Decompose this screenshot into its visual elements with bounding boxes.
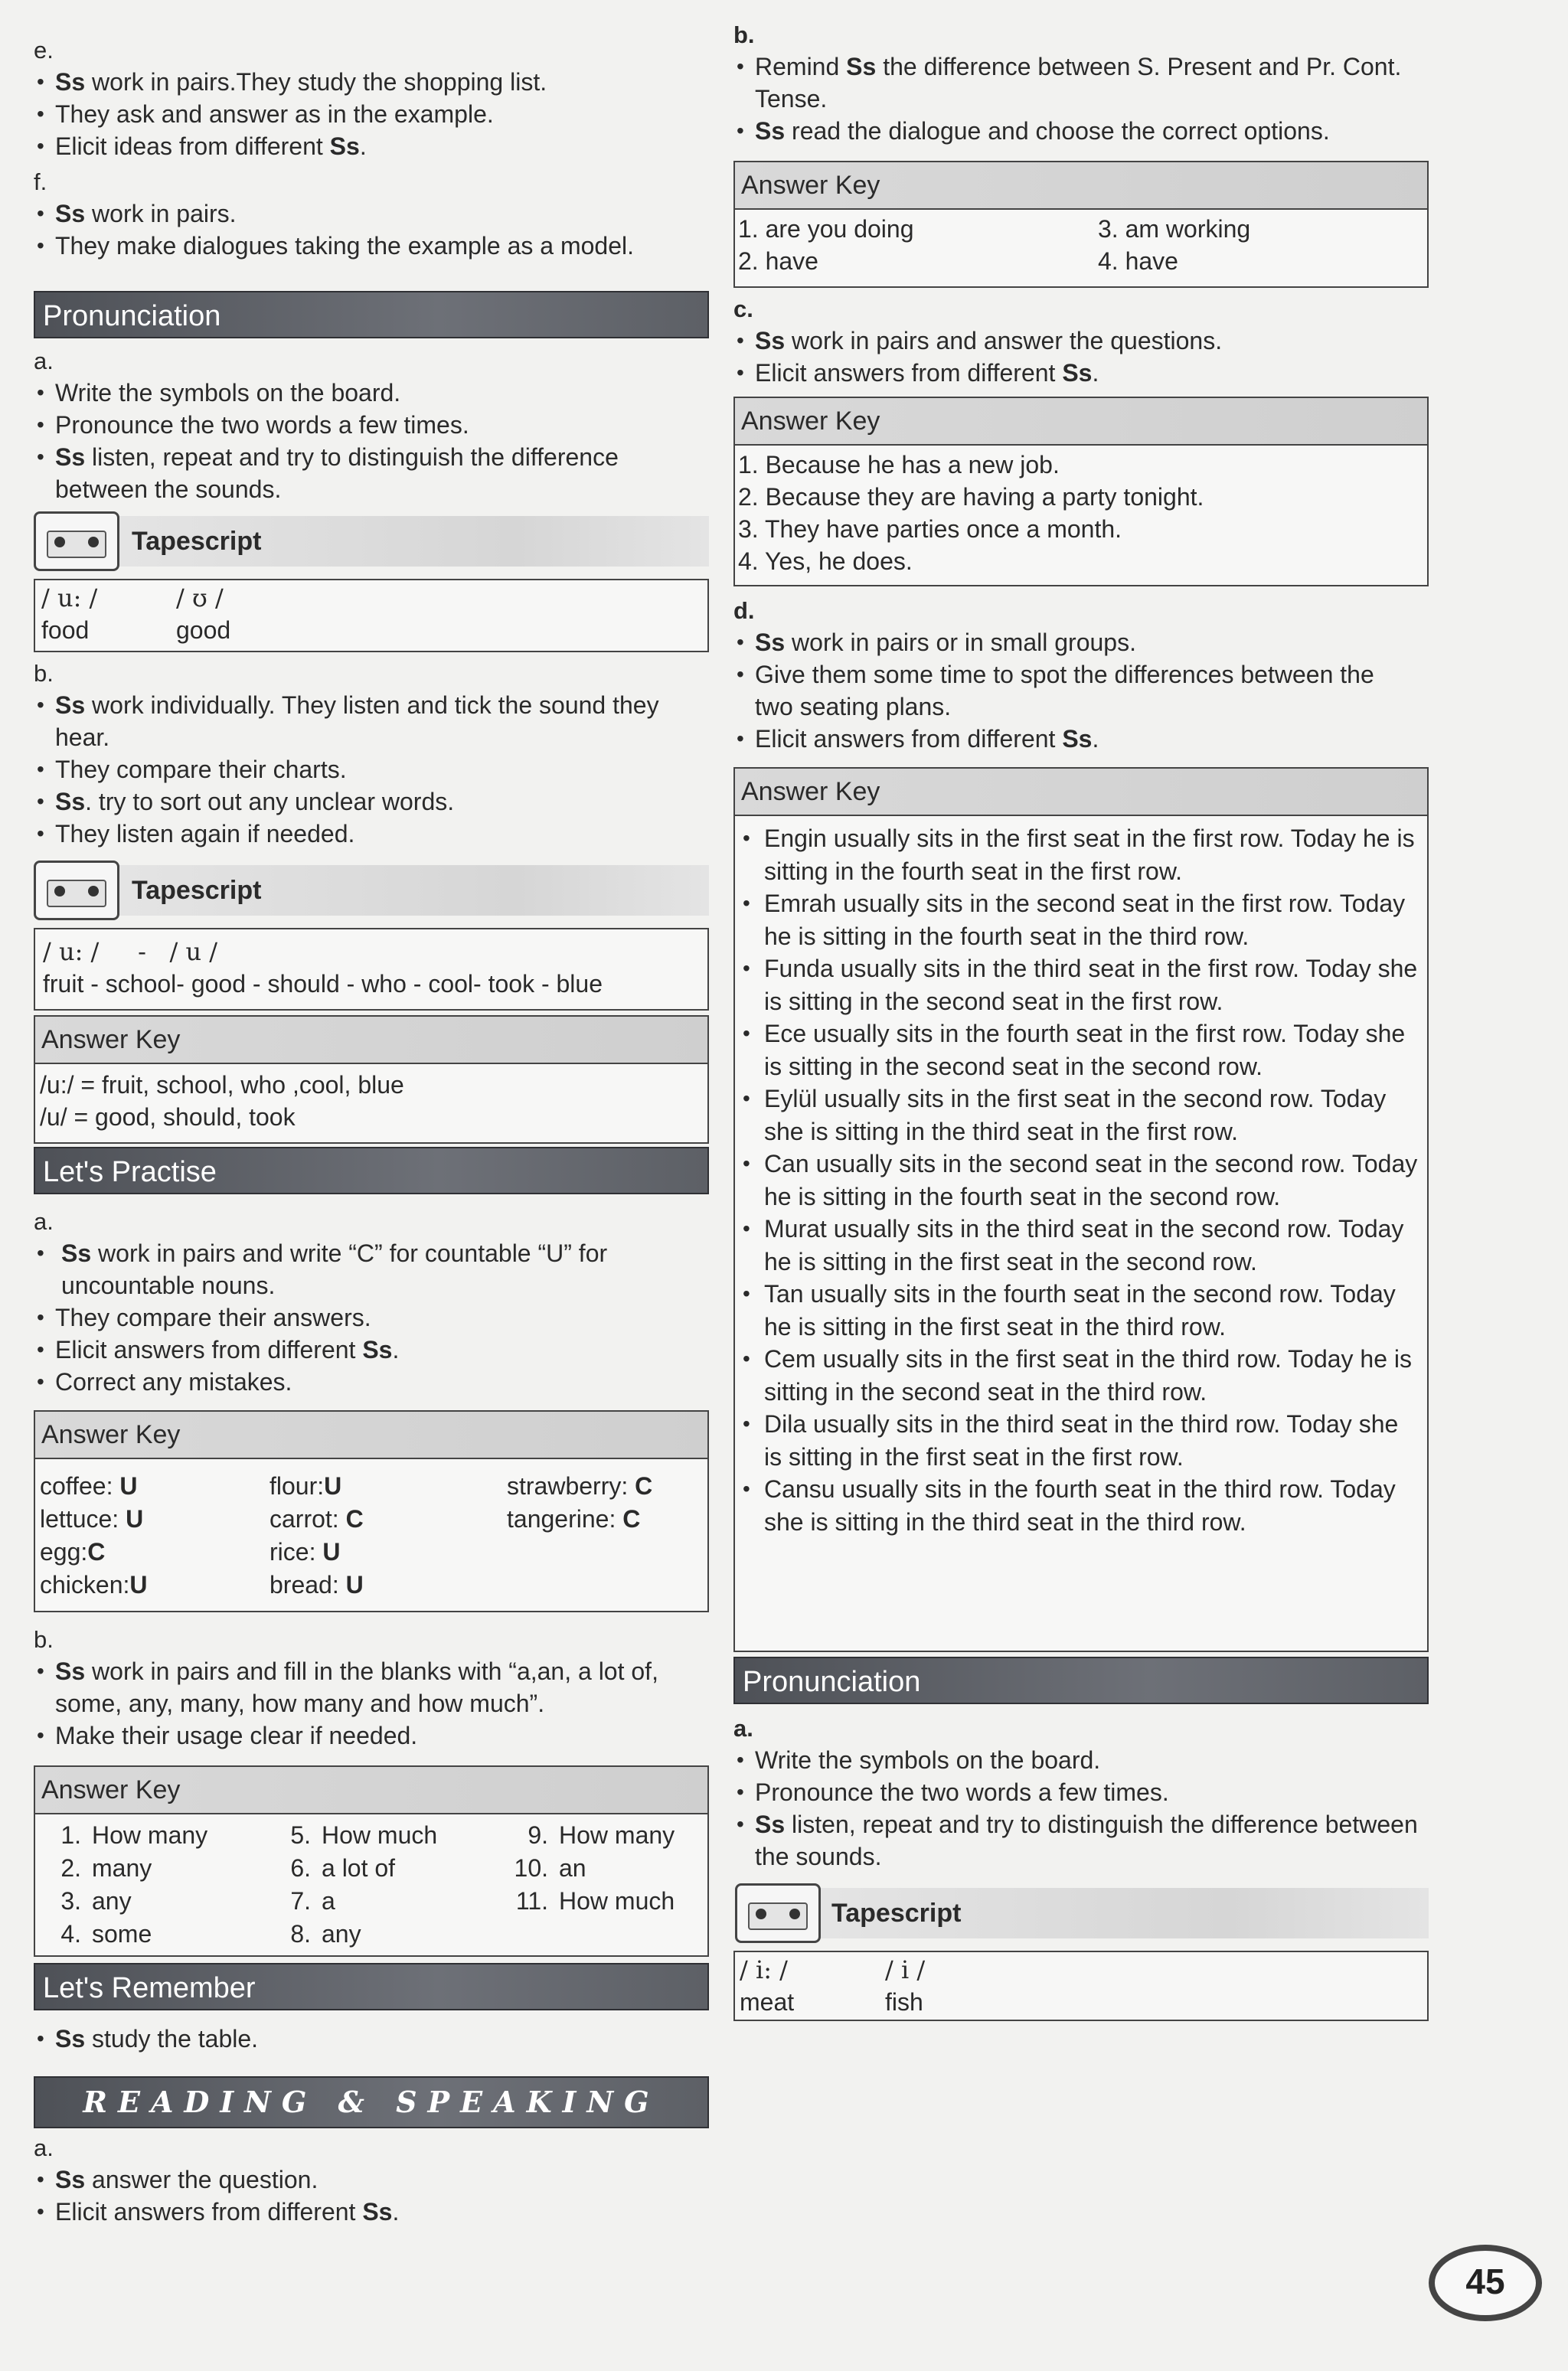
section-e	[34, 35, 709, 162]
letter-d: d.	[733, 597, 755, 624]
list-item: • Elicit ideas from different Ss.	[34, 130, 709, 162]
letter-a: a.	[34, 1208, 54, 1235]
list-item: • Ss work in pairs and fill in the blanks with “a,an, a lot of, some, any, many, how many and how much”.	[34, 1655, 709, 1719]
list-item: • Cem usually sits in the first seat in the third row. Today he is sitting in the second seat in the third row.	[740, 1343, 1423, 1408]
section-c	[733, 294, 1429, 389]
seating-answers	[740, 822, 1423, 1538]
noun-cell	[507, 1569, 703, 1602]
reading-a	[34, 2133, 709, 2228]
noun-cell: lettuce: U	[40, 1505, 144, 1533]
list-item: • Elicit answers from different Ss.	[733, 357, 1429, 389]
answer-cell: 7. a	[290, 1887, 335, 1915]
letter-c: c.	[733, 296, 753, 322]
list-item: • Ss work individually. They listen and tick the sound they hear.	[34, 689, 709, 753]
noun-cell: egg:C	[40, 1538, 106, 1566]
tapescript-header	[34, 861, 709, 922]
section-f	[34, 167, 709, 262]
answer-cell: 10. an	[514, 1854, 586, 1882]
reading-speaking-header: READING & SPEAKING	[34, 2076, 709, 2128]
lets-remember-header: Let's Remember	[34, 1963, 709, 2010]
answer-cell: 2. many	[60, 1854, 152, 1882]
tapescript-label: Tapescript	[132, 876, 262, 905]
tapescript-label: Tapescript	[831, 1899, 962, 1928]
section-b	[733, 20, 1429, 147]
noun-cell: bread: U	[270, 1571, 364, 1599]
list-item: • Ss. try to sort out any unclear words.	[34, 785, 709, 818]
answer-cell: 4. some	[60, 1920, 152, 1948]
letter-e: e.	[34, 37, 54, 64]
list-item: • Elicit answers from different Ss.	[34, 1334, 709, 1366]
list-pron-b	[34, 689, 709, 850]
list-item: • Emrah usually sits in the second seat in the first row. Today he is sitting in the fourth seat in the third row.	[740, 887, 1423, 952]
answer-cell: 5. How much	[290, 1821, 438, 1849]
letter-f: f.	[34, 168, 47, 195]
list-e	[34, 66, 709, 162]
answer-cell: 1. How many	[60, 1821, 208, 1849]
list-f	[34, 198, 709, 262]
list-item: • Make their usage clear if needed.	[34, 1719, 709, 1752]
cassette-icon	[735, 1883, 821, 1943]
list-item: • Ece usually sits in the fourth seat in the first row. Today she is sitting in the second seat in the second row.	[740, 1017, 1423, 1083]
answer-key-header: Answer Key	[733, 767, 1429, 816]
list-b	[733, 51, 1429, 147]
list-item: • Correct any mistakes.	[34, 1366, 709, 1398]
noun-cell: rice: U	[270, 1538, 341, 1566]
answer-cell: 6. a lot of	[290, 1854, 396, 1882]
cassette-icon	[34, 861, 119, 920]
tapescript-label: Tapescript	[132, 527, 262, 556]
list-item: • Ss work in pairs.They study the shopping list.	[34, 66, 709, 98]
noun-cell: carrot: C	[270, 1505, 364, 1533]
noun-cell: chicken:U	[40, 1571, 148, 1599]
answer-cell: 9. How many	[528, 1821, 675, 1849]
list-item: • They compare their charts.	[34, 753, 709, 785]
practise-b	[34, 1625, 709, 1752]
list-practise-b	[34, 1655, 709, 1752]
answer-key-body: /u:/ = fruit, school, who ,cool, blue /u/ = good, should, took	[34, 1064, 709, 1144]
list-item: • Write the symbols on the board.	[34, 377, 709, 409]
list-item: • Funda usually sits in the third seat in the first row. Today she is sitting in the second seat in the first row.	[740, 952, 1423, 1017]
list-pron-a	[34, 377, 709, 505]
list-item: • They compare their answers.	[34, 1301, 709, 1334]
noun-cell	[507, 1536, 703, 1569]
letter-b: b.	[733, 21, 755, 48]
list-item: • They ask and answer as in the example.	[34, 98, 709, 130]
list-item: • Ss listen, repeat and try to distinguish the difference between the sounds.	[733, 1808, 1429, 1873]
list-item: • Cansu usually sits in the fourth seat in the third row. Today she is sitting in the third seat in the third row.	[740, 1473, 1423, 1538]
list-item: • Ss study the table.	[34, 2023, 709, 2055]
answer-key-body: 1. Because he has a new job. 2. Because they are having a party tonight. 3. They have parties once a month. 4. Yes, he does.	[733, 446, 1429, 586]
answer-cell: 11. How much	[515, 1887, 675, 1915]
list-item: • Tan usually sits in the fourth seat in the second row. Today he is sitting in the first seat in the third row.	[740, 1278, 1423, 1343]
lets-practise-header: Let's Practise	[34, 1147, 709, 1194]
letter-a: a.	[34, 348, 54, 374]
list-item: • They listen again if needed.	[34, 818, 709, 850]
list-item: • Ss work in pairs or in small groups.	[733, 626, 1429, 658]
list-item: • Ss work in pairs and write “C” for countable “U” for uncountable nouns.	[34, 1237, 709, 1301]
pronunciation-b	[34, 658, 709, 850]
amount-grid	[46, 1819, 697, 1951]
list-d	[733, 626, 1429, 755]
noun-cell: tangerine: C	[507, 1505, 641, 1533]
list-item: • Give them some time to spot the differences between the two seating plans.	[733, 658, 1429, 723]
section-d	[733, 596, 1429, 755]
noun-cell: strawberry: C	[507, 1472, 653, 1500]
nouns-grid	[40, 1470, 703, 1602]
list-reading-a	[34, 2164, 709, 2228]
answer-key-header: Answer Key	[733, 161, 1429, 210]
list-item: • They make dialogues taking the example as a model.	[34, 230, 709, 262]
list-practise-a	[34, 1237, 709, 1398]
answer-key-header: Answer Key	[733, 397, 1429, 446]
pronunciation-header: Pronunciation	[34, 291, 709, 338]
list-item: • Eylül usually sits in the first seat in the second row. Today she is sitting in the third seat in the first row.	[740, 1083, 1423, 1148]
letter-b: b.	[34, 660, 54, 687]
answer-cell	[513, 1918, 697, 1951]
letter-a: a.	[34, 2134, 54, 2161]
letter-b: b.	[34, 1626, 54, 1653]
list-item: • Pronounce the two words a few times.	[34, 409, 709, 441]
tapescript-box: / u: / / ʊ / food good	[34, 579, 709, 652]
answer-cell: 3. any	[60, 1887, 132, 1915]
pronunciation-header: Pronunciation	[733, 1657, 1429, 1704]
answer-cell: 8. any	[290, 1920, 361, 1948]
answer-key-body	[733, 816, 1429, 1652]
answer-key-body	[34, 1459, 709, 1612]
answer-key-header: Answer Key	[34, 1015, 709, 1064]
tapescript-header	[34, 511, 709, 573]
list-item: • Elicit answers from different Ss.	[34, 2196, 709, 2228]
answer-key-header: Answer Key	[34, 1410, 709, 1459]
list-pron-a	[733, 1744, 1429, 1873]
list-item: • Ss listen, repeat and try to distinguish the difference between the sounds.	[34, 441, 709, 505]
list-item: • Dila usually sits in the third seat in the third row. Today she is sitting in the first seat in the first row.	[740, 1408, 1423, 1473]
cassette-icon	[34, 511, 119, 571]
tapescript-box: / u: / - / u / fruit - school- good - should - who - cool- took - blue	[34, 928, 709, 1011]
tapescript-box: / i: / / i / meat fish	[733, 1951, 1429, 2021]
list-item: • Remind Ss the difference between S. Present and Pr. Cont. Tense.	[733, 51, 1429, 115]
pronunciation-a	[733, 1713, 1429, 1873]
page-number: 45	[1429, 2245, 1542, 2321]
remember-list	[34, 2023, 709, 2055]
list-item: • Can usually sits in the second seat in the second row. Today he is sitting in the fourth seat in the second row.	[740, 1148, 1423, 1213]
noun-cell: coffee: U	[40, 1472, 138, 1500]
pronunciation-a	[34, 346, 709, 505]
list-item: • Write the symbols on the board.	[733, 1744, 1429, 1776]
list-c	[733, 325, 1429, 389]
answer-key-body: 1. are you doing 3. am working 2. have 4. have	[733, 210, 1429, 288]
answer-key-body	[34, 1814, 709, 1957]
tapescript-header	[733, 1883, 1429, 1945]
practise-a	[34, 1207, 709, 1398]
list-item: • Pronounce the two words a few times.	[733, 1776, 1429, 1808]
letter-a: a.	[733, 1715, 753, 1742]
list-item: • Ss read the dialogue and choose the correct options.	[733, 115, 1429, 147]
noun-cell: flour:U	[270, 1472, 342, 1500]
answer-key-header: Answer Key	[34, 1765, 709, 1814]
list-item: • Engin usually sits in the first seat in the first row. Today he is sitting in the fourth seat in the first row.	[740, 822, 1423, 887]
list-item: • Elicit answers from different Ss.	[733, 723, 1429, 755]
list-item: • Ss answer the question.	[34, 2164, 709, 2196]
list-item: • Ss work in pairs.	[34, 198, 709, 230]
list-item: • Murat usually sits in the third seat in the second row. Today he is sitting in the first seat in the second row.	[740, 1213, 1423, 1278]
list-item: • Ss work in pairs and answer the questions.	[733, 325, 1429, 357]
